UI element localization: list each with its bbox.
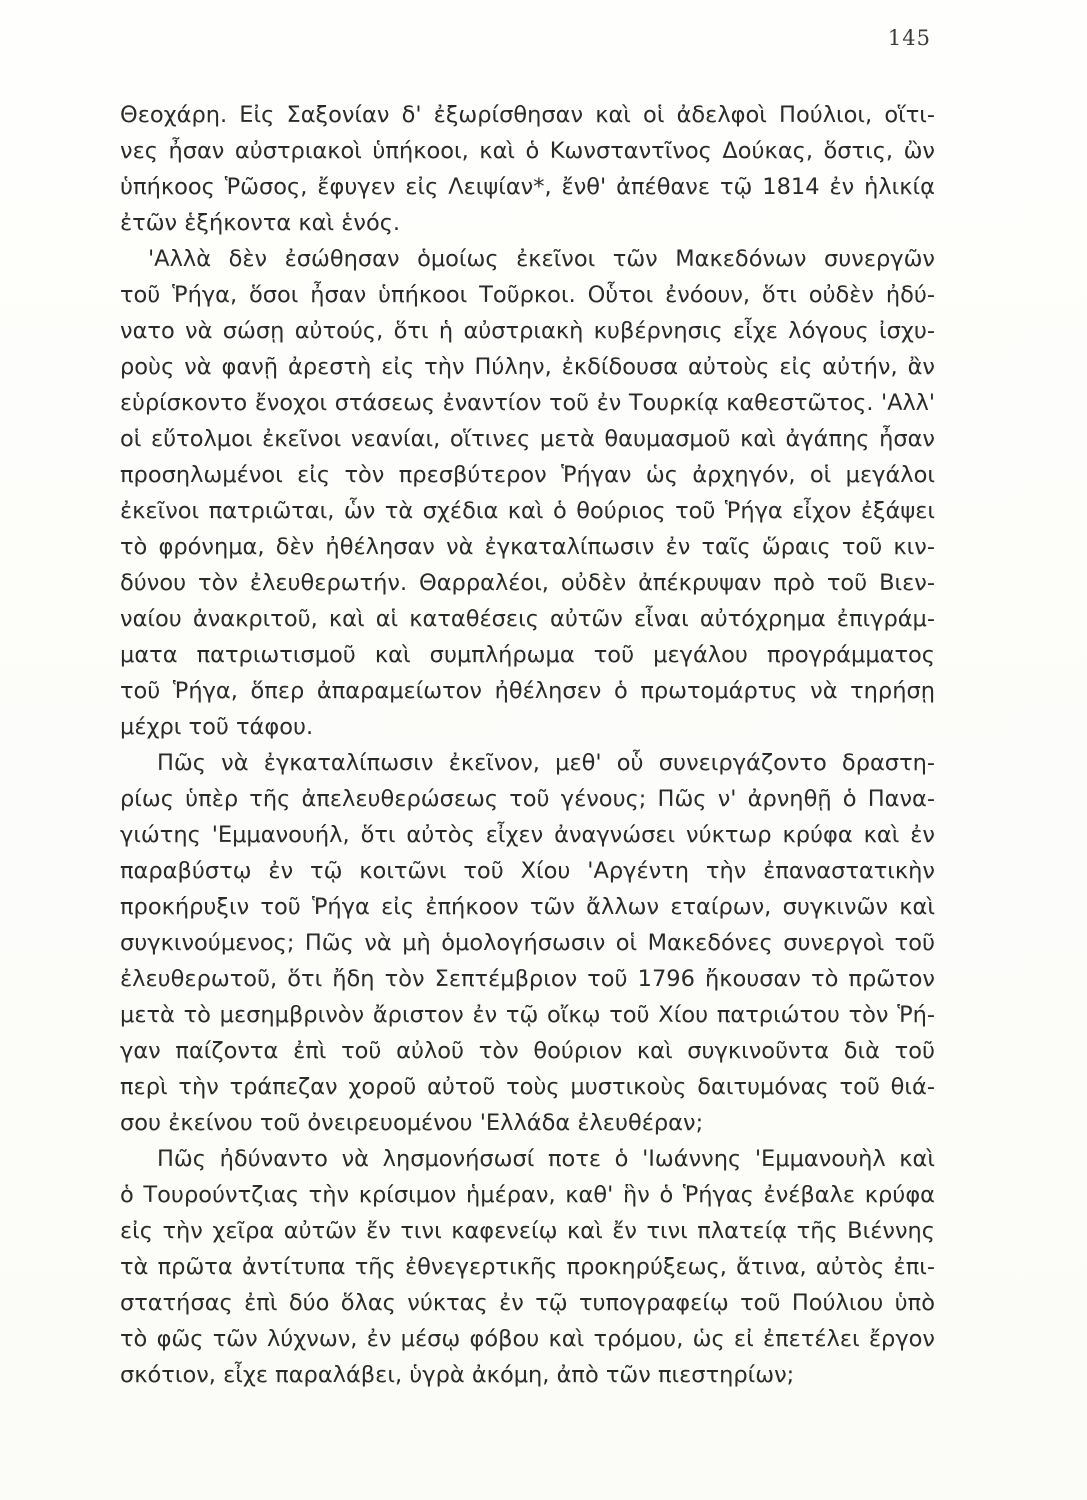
paragraph — [120, 241, 935, 745]
paragraph — [120, 97, 935, 241]
paragraph — [120, 745, 935, 1141]
text-line: τὸ φρόνημα, δὲν ἠθέλησαν νὰ ἐγκαταλίπωσιν ἐν ταῖς ὥραις τοῦ κιν- — [120, 534, 935, 560]
text-line: τὰ πρῶτα ἀντίτυπα τῆς ἐθνεγερτικῆς προκηρύξεως, ἅτινα, αὐτὸς ἐπι- — [120, 1254, 935, 1280]
text-line: ὑπήκοος Ῥῶσος, ἔφυγεν εἰς Λειψίαν*, ἔνθ' ἀπέθανε τῷ 1814 ἐν ἡλικίᾳ — [120, 174, 935, 200]
text-line: Πῶς νὰ ἐγκαταλίπωσιν ἐκεῖνον, μεθ' οὗ συνειργάζοντο δραστη- — [157, 750, 935, 776]
text-line: τὸ φῶς τῶν λύχνων, ἐν μέσῳ φόβου καὶ τρόμου, ὡς εἰ ἐπετέλει ἔργον — [120, 1326, 935, 1352]
text-line: προκήρυξιν τοῦ Ῥήγα εἰς ἐπήκοον τῶν ἄλλων εταίρων, συγκινῶν καὶ — [120, 894, 935, 920]
text-line: μέχρι τοῦ τάφου. — [120, 714, 314, 740]
text-line: συγκινούμενος; Πῶς νὰ μὴ ὁμολογήσωσιν οἱ Μακεδόνες συνεργοὶ τοῦ — [120, 930, 935, 956]
text-line: 'Αλλὰ δὲν ἐσώθησαν ὁμοίως ἐκεῖνοι τῶν Μακεδόνων συνεργῶν — [148, 246, 935, 272]
text-line: τοῦ Ῥήγα, ὅσοι ἦσαν ὑπήκοοι Τοῦρκοι. Οὗτοι ἐνόουν, ὅτι οὐδὲν ἠδύ- — [120, 282, 935, 308]
paragraph — [120, 1141, 935, 1393]
text-line: προσηλωμένοι εἰς τὸν πρεσβύτερον Ῥήγαν ὡς ἀρχηγόν, οἱ μεγάλοι — [120, 462, 935, 488]
text-line: Θεοχάρη. Εἰς Σαξονίαν δ' ἐξωρίσθησαν καὶ οἱ ἀδελφοὶ Πούλιοι, οἵτι- — [120, 102, 935, 128]
text-line: δύνου τὸν ἐλευθερωτήν. Θαρραλέοι, οὐδὲν ἀπέκρυψαν πρὸ τοῦ Βιεν- — [120, 570, 935, 596]
text-line: γιώτης 'Εμμανουήλ, ὅτι αὐτὸς εἶχεν ἀναγνώσει νύκτωρ κρύφα καὶ ἐν — [120, 822, 935, 848]
text-line: ὁ Τουρούντζιας τὴν κρίσιμον ἡμέραν, καθ' ἣν ὁ Ῥήγας ἐνέβαλε κρύφα — [120, 1182, 935, 1208]
text-line: περὶ τὴν τράπεζαν χοροῦ αὐτοῦ τοὺς μυστικοὺς δαιτυμόνας τοῦ θιά- — [120, 1074, 935, 1100]
text-line: ἐκεῖνοι πατριῶται, ὧν τὰ σχέδια καὶ ὁ θούριος τοῦ Ῥήγα εἶχον ἐξάψει — [120, 498, 935, 524]
text-line: παραβύστῳ ἐν τῷ κοιτῶνι τοῦ Χίου 'Αργέντη τὴν ἐπαναστατικὴν — [120, 858, 935, 884]
text-line: γαν παίζοντα ἐπὶ τοῦ αὐλοῦ τὸν θούριον καὶ συγκινοῦντα διὰ τοῦ — [120, 1038, 935, 1064]
text-line: νατο νὰ σώσῃ αὐτούς, ὅτι ἡ αὐστριακὴ κυβέρνησις εἶχε λόγους ἰσχυ- — [120, 318, 935, 344]
text-line: στατήσας ἐπὶ δύο ὅλας νύκτας ἐν τῷ τυπογραφείῳ τοῦ Πούλιου ὑπὸ — [120, 1290, 935, 1316]
text-line: σου ἐκείνου τοῦ ὀνειρευομένου 'Ελλάδα ἐλευθέραν; — [120, 1110, 704, 1136]
text-line: ματα πατριωτισμοῦ καὶ συμπλήρωμα τοῦ μεγάλου προγράμματος — [120, 642, 935, 668]
text-line: εὑρίσκοντο ἔνοχοι στάσεως ἐναντίον τοῦ ἐν Τουρκίᾳ καθεστῶτος. 'Αλλ' — [120, 390, 935, 416]
text-line: τοῦ Ῥήγα, ὅπερ ἀπαραμείωτον ἠθέλησεν ὁ πρωτομάρτυς νὰ τηρήσῃ — [120, 678, 935, 704]
text-line: σκότιον, εἶχε παραλάβει, ὑγρὰ ἀκόμη, ἀπὸ τῶν πιεστηρίων; — [120, 1362, 795, 1388]
body-text — [120, 97, 935, 1393]
text-line: ρίως ὑπὲρ τῆς ἀπελευθερώσεως τοῦ γένους; Πῶς ν' ἀρνηθῇ ὁ Πανα- — [120, 786, 935, 812]
text-line: ἐτῶν ἑξήκοντα καὶ ἑνός. — [120, 210, 401, 236]
text-line: εἰς τὴν χεῖρα αὐτῶν ἔν τινι καφενείῳ καὶ ἔν τινι πλατείᾳ τῆς Βιέννης — [120, 1218, 935, 1244]
text-line: μετὰ τὸ μεσημβρινὸν ἄριστον ἐν τῷ οἴκῳ τοῦ Χίου πατριώτου τὸν Ῥή- — [120, 1002, 935, 1028]
text-line: Πῶς ἠδύναντο νὰ λησμονήσωσί ποτε ὁ 'Ιωάννης 'Εμμανουὴλ καὶ — [157, 1146, 935, 1172]
text-line: οἱ εὔτολμοι ἐκεῖνοι νεανίαι, οἵτινες μετὰ θαυμασμοῦ καὶ ἀγάπης ἦσαν — [120, 426, 935, 452]
text-line: ναίου ἀνακριτοῦ, καὶ αἱ καταθέσεις αὐτῶν εἶναι αὐτόχρημα ἐπιγράμ- — [120, 606, 935, 632]
text-line: νες ἦσαν αὐστριακοὶ ὑπήκοοι, καὶ ὁ Κωνσταντῖνος Δούκας, ὅστις, ὢν — [120, 138, 935, 164]
text-line: ἐλευθερωτοῦ, ὅτι ἤδη τὸν Σεπτέμβριον τοῦ 1796 ἤκουσαν τὸ πρῶτον — [120, 966, 935, 992]
text-line: ροὺς νὰ φανῇ ἀρεστὴ εἰς τὴν Πύλην, ἐκδίδουσα αὐτοὺς εἰς αὐτήν, ἂν — [120, 354, 935, 380]
page-number: 145 — [887, 26, 931, 50]
